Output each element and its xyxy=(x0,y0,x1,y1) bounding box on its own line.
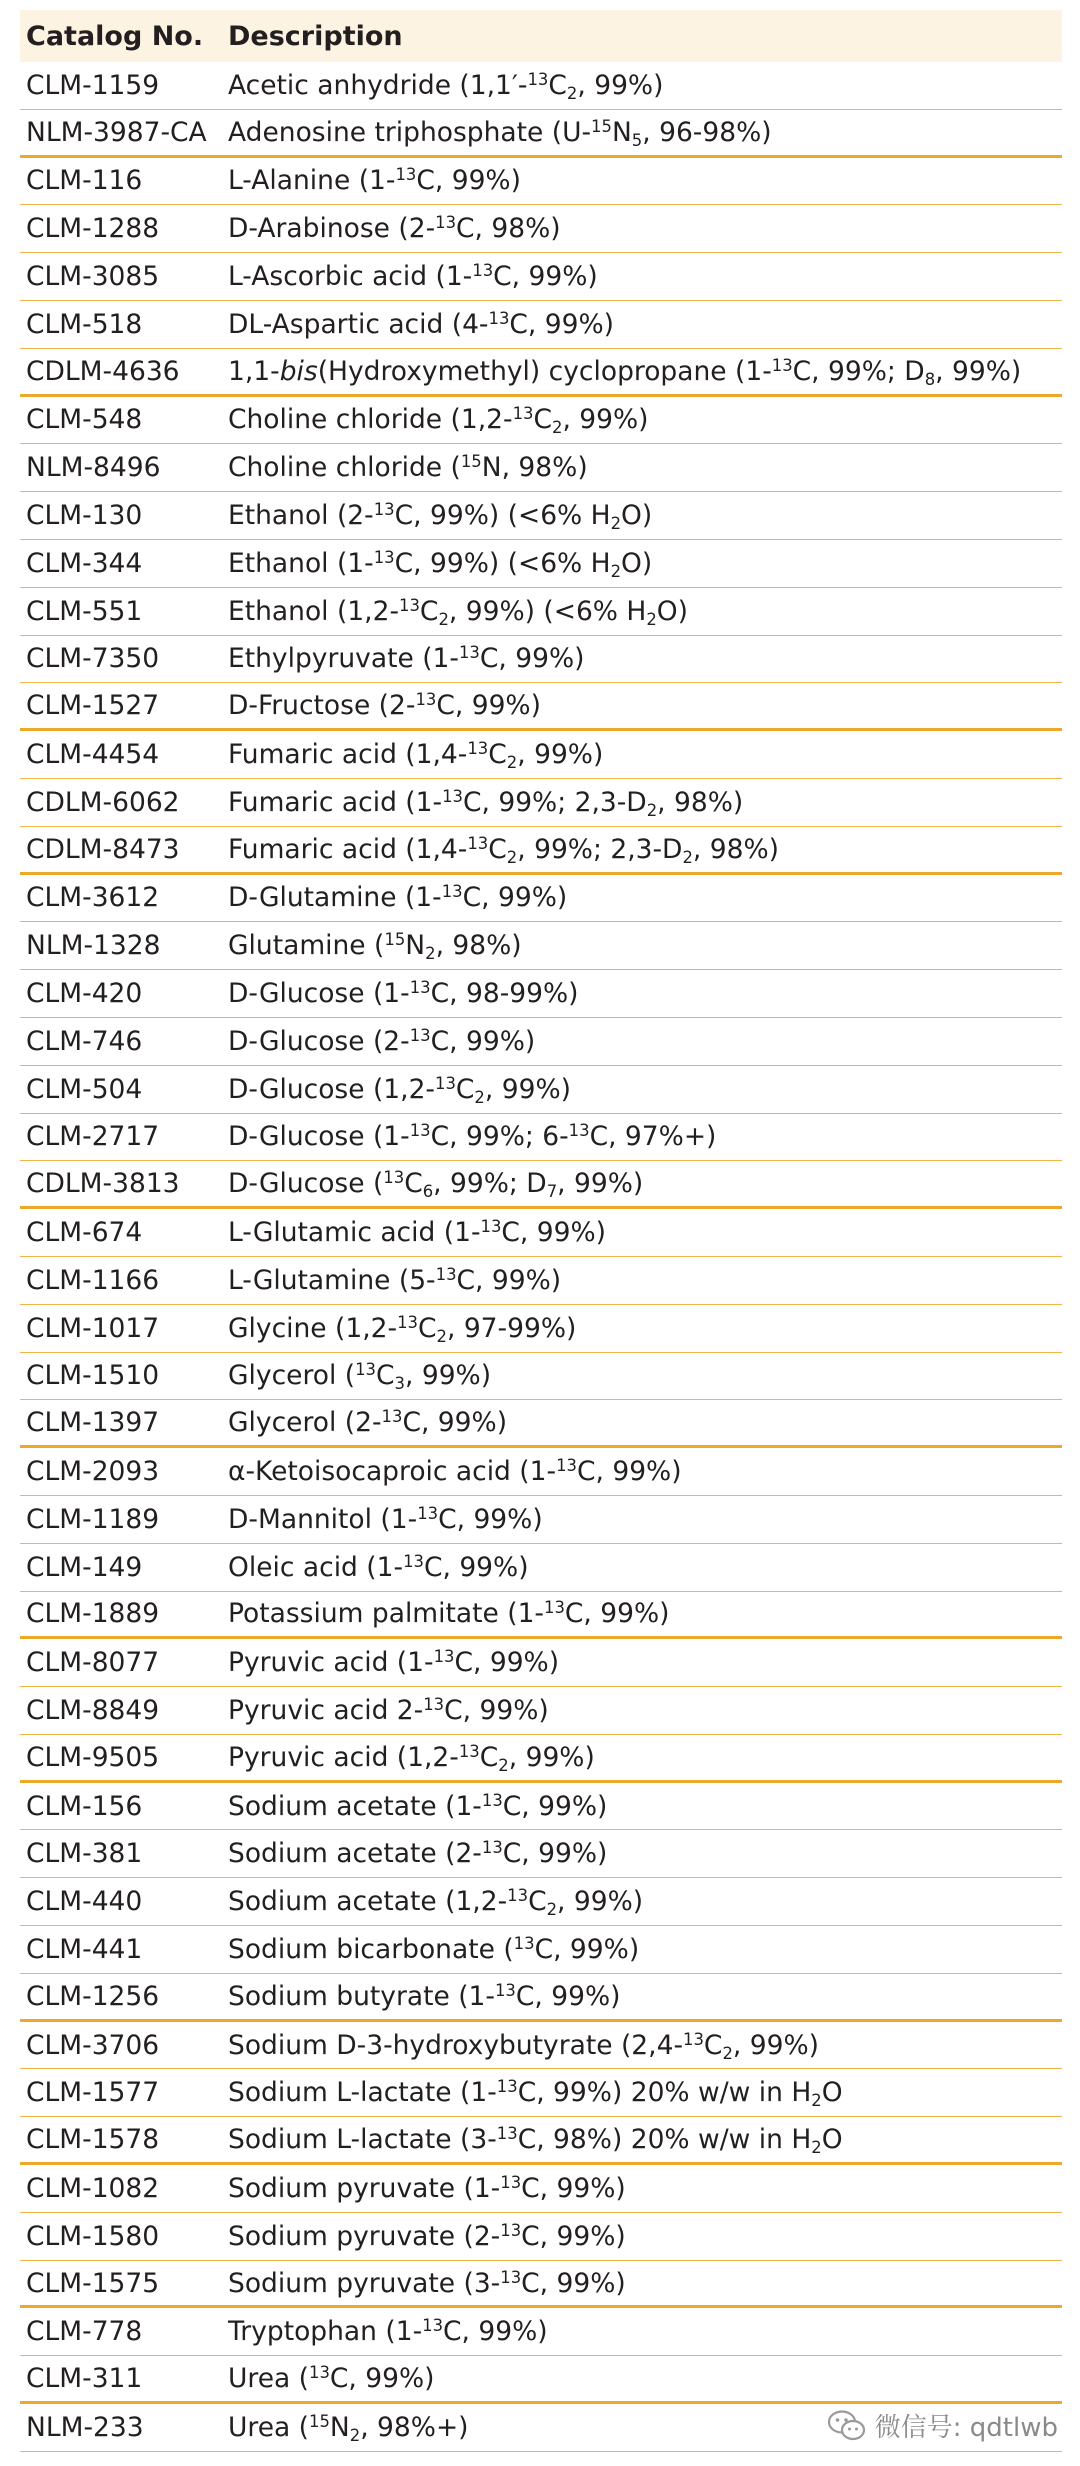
catalog-number: CLM-4454 xyxy=(26,739,160,771)
catalog-number: CLM-504 xyxy=(26,1073,143,1105)
catalog-number: CLM-420 xyxy=(26,978,143,1010)
description: Fumaric acid ($1,4-^{13}C_2$, 99%; $2,3-D_2$, 98%) xyxy=(228,833,779,867)
description: Sodium acetate (2-$^{13}$C, 99%) xyxy=(228,1838,608,1870)
table-row xyxy=(20,1687,1062,1735)
catalog-number: CLM-381 xyxy=(26,1838,143,1870)
table-row xyxy=(20,2261,1062,2309)
table-row xyxy=(20,2117,1062,2165)
catalog-number: CLM-3612 xyxy=(26,882,160,914)
description: Ethanol (2-$^{13}$C, 99%) (<6% $H_2O$) xyxy=(228,500,653,533)
table-row xyxy=(20,1114,1062,1162)
wechat-icon xyxy=(827,2409,867,2443)
catalog-number: CLM-1189 xyxy=(26,1503,160,1535)
description: Oleic acid (1-$^{13}$C, 99%) xyxy=(228,1551,529,1583)
catalog-number: CLM-548 xyxy=(26,404,143,436)
table-row xyxy=(20,444,1062,492)
description: L-Ascorbic acid (1-$^{13}$C, 99%) xyxy=(228,261,598,293)
table-row xyxy=(20,731,1062,779)
catalog-number: CLM-1577 xyxy=(26,2077,160,2109)
catalog-number: CLM-1166 xyxy=(26,1264,160,1296)
description: Glycine ($1,2-^{13}C_2$, 97-99%) xyxy=(228,1312,577,1346)
description: D-Glucose (1-$^{13}$C, 98-99%) xyxy=(228,978,579,1010)
description: Adenosine triphosphate ($U-^{15}N_5$, 96-98%) xyxy=(228,116,772,150)
catalog-number: CLM-1397 xyxy=(26,1407,160,1439)
catalog-number: CDLM-6062 xyxy=(26,786,180,818)
catalog-number: CLM-1082 xyxy=(26,2172,160,2204)
catalog-number: CLM-746 xyxy=(26,1025,143,1057)
table-row xyxy=(20,397,1062,445)
table-row xyxy=(20,1974,1062,2022)
table-row xyxy=(20,1639,1062,1687)
table-row xyxy=(20,779,1062,827)
description: Choline chloride ($^{15}$N, 98%) xyxy=(228,452,588,484)
description: 1,1-bis(Hydroxymethyl) cyclopropane (1-$^{13}$C, 99%; $D_8$, 99%) xyxy=(228,355,1022,389)
table-body xyxy=(20,62,1062,2452)
catalog-number: NLM-233 xyxy=(26,2411,144,2443)
catalog-number: CLM-3706 xyxy=(26,2029,160,2061)
table-row xyxy=(20,1161,1062,1209)
description: Sodium pyruvate (1-$^{13}$C, 99%) xyxy=(228,2172,626,2204)
watermark-text: 微信号: qdtlwb xyxy=(874,2413,1058,2443)
table-row xyxy=(20,1353,1062,1401)
description: Sodium bicarbonate ($^{13}$C, 99%) xyxy=(228,1933,640,1965)
table-row xyxy=(20,1257,1062,1305)
catalog-number: CLM-551 xyxy=(26,595,143,627)
description: D-Glucose ($^{13}C_6$, 99%; $D_7$, 99%) xyxy=(228,1168,644,1202)
table-row xyxy=(20,158,1062,206)
catalog-number: CLM-1017 xyxy=(26,1312,160,1344)
catalog-number: NLM-1328 xyxy=(26,930,161,962)
description: Fumaric acid (1-$^{13}$C, 99%; $2,3-D_2$, 98%) xyxy=(228,786,744,820)
description: Sodium pyruvate (2-$^{13}$C, 99%) xyxy=(228,2220,626,2252)
description: Sodium butyrate (1-$^{13}$C, 99%) xyxy=(228,1980,621,2012)
table-row xyxy=(20,2069,1062,2117)
catalog-number: CDLM-8473 xyxy=(26,833,180,865)
table-row xyxy=(20,922,1062,970)
table-row xyxy=(20,62,1062,110)
catalog-number: CLM-674 xyxy=(26,1217,143,1249)
catalog-number: CLM-8077 xyxy=(26,1647,160,1679)
description: Urea ($^{15}N_2$, 98%+) xyxy=(228,2411,469,2445)
catalog-number: CLM-1580 xyxy=(26,2220,160,2252)
catalog-number: CLM-344 xyxy=(26,547,143,579)
description: L-Glutamic acid (1-$^{13}$C, 99%) xyxy=(228,1216,607,1249)
catalog-number: CLM-1527 xyxy=(26,690,160,722)
table-row xyxy=(20,1018,1062,1066)
catalog-number: CLM-1578 xyxy=(26,2124,160,2156)
catalog-number: CLM-116 xyxy=(26,165,143,197)
description: Fumaric acid ($1,4-^{13}C_2$, 99%) xyxy=(228,739,604,772)
catalog-number: CDLM-3813 xyxy=(26,1168,180,1200)
wechat-watermark xyxy=(827,2407,1058,2444)
description: Sodium acetate (1-$^{13}$C, 99%) xyxy=(228,1790,608,1822)
description: Tryptophan (1-$^{13}$C, 99%) xyxy=(228,2316,548,2348)
description: Pyruvic acid ($1,2-^{13}C_2$, 99%) xyxy=(228,1741,595,1775)
table-row xyxy=(20,1735,1062,1783)
description: L-Glutamine (5-$^{13}$C, 99%) xyxy=(228,1264,562,1296)
description: Sodium acetate ($1,2-^{13}C_2$, 99%) xyxy=(228,1886,644,1920)
catalog-number: CLM-9505 xyxy=(26,1741,160,1773)
table-row xyxy=(20,1544,1062,1592)
table-row xyxy=(20,1209,1062,1257)
description: Glycerol (2-$^{13}$C, 99%) xyxy=(228,1407,508,1439)
catalog-number: CLM-2093 xyxy=(26,1456,160,1487)
catalog-number: NLM-3987-CA xyxy=(26,116,207,148)
description: Sodium L-lactate (1-$^{13}$C, 99%) 20% w/w in $H_2O$ xyxy=(228,2077,843,2111)
catalog-number: NLM-8496 xyxy=(26,452,161,484)
table-row xyxy=(20,2213,1062,2261)
catalog-number: CLM-441 xyxy=(26,1933,143,1965)
description: Pyruvic acid (1-$^{13}$C, 99%) xyxy=(228,1647,560,1679)
catalog-number: CDLM-4636 xyxy=(26,355,180,387)
table-row xyxy=(20,1926,1062,1974)
table-row xyxy=(20,1878,1062,1926)
catalog-number: CLM-440 xyxy=(26,1886,143,1918)
table-row xyxy=(20,1400,1062,1448)
description: D-Glutamine (1-$^{13}$C, 99%) xyxy=(228,882,568,914)
table-row xyxy=(20,970,1062,1018)
description: L-Alanine (1-$^{13}$C, 99%) xyxy=(228,165,521,197)
catalog-number: CLM-156 xyxy=(26,1790,143,1822)
table-row xyxy=(20,349,1062,397)
description: Potassium palmitate (1-$^{13}$C, 99%) xyxy=(228,1598,670,1630)
table-row xyxy=(20,875,1062,923)
catalog-number: CLM-149 xyxy=(26,1551,143,1583)
description: D-Arabinose (2-$^{13}$C, 98%) xyxy=(228,213,561,245)
table-row xyxy=(20,540,1062,588)
catalog-number: CLM-1256 xyxy=(26,1980,160,2012)
table-row xyxy=(20,588,1062,636)
table-row xyxy=(20,2356,1062,2404)
description: Acetic anhydride ($1,1'-^{13}C_2$, 99%) xyxy=(228,69,664,103)
table-row xyxy=(20,1496,1062,1544)
catalog-number: CLM-1575 xyxy=(26,2267,160,2299)
catalog-number-header: Catalog No. xyxy=(26,20,204,52)
table-row xyxy=(20,301,1062,349)
description: Urea ($^{13}$C, 99%) xyxy=(228,2363,435,2395)
table-row xyxy=(20,1066,1062,1114)
description: Sodium D-3-hydroxybutyrate ($2,4-^{13}C_2$, 99%) xyxy=(228,2029,819,2063)
catalog-number: CLM-8849 xyxy=(26,1694,160,1726)
table-row xyxy=(20,1448,1062,1496)
table-row xyxy=(20,683,1062,731)
description: Choline chloride ($1,2-^{13}C_2$, 99%) xyxy=(228,404,649,438)
table-row xyxy=(20,110,1062,158)
description: D-Fructose (2-$^{13}$C, 99%) xyxy=(228,690,541,722)
table-row xyxy=(20,253,1062,301)
table-row xyxy=(20,492,1062,540)
table-row xyxy=(20,636,1062,684)
description: Sodium L-lactate (3-$^{13}$C, 98%) 20% w/w in $H_2O$ xyxy=(228,2124,843,2158)
description: Ethanol ($1,2-^{13}C_2$, 99%) (<6% $H_2O$) xyxy=(228,595,688,629)
table-row xyxy=(20,1592,1062,1640)
catalog-number: CLM-7350 xyxy=(26,643,160,675)
description: Sodium pyruvate (3-$^{13}$C, 99%) xyxy=(228,2267,626,2299)
table-row xyxy=(20,1305,1062,1353)
catalog-number: CLM-2717 xyxy=(26,1121,160,1153)
description: Ethanol (1-$^{13}$C, 99%) (<6% $H_2O$) xyxy=(228,547,653,581)
catalog-number: CLM-1288 xyxy=(26,213,160,245)
description: D-Glucose (1-$^{13}$C, 99%; 6-$^{13}$C, 97%+) xyxy=(228,1121,717,1153)
catalog-number: CLM-1889 xyxy=(26,1598,160,1630)
table-row xyxy=(20,1830,1062,1878)
catalog-number: CLM-130 xyxy=(26,500,143,532)
description: D-Mannitol (1-$^{13}$C, 99%) xyxy=(228,1503,543,1535)
description: Pyruvic acid 2-$^{13}$C, 99%) xyxy=(228,1694,549,1726)
catalog-table xyxy=(20,10,1062,2452)
description: DL-Aspartic acid (4-$^{13}$C, 99%) xyxy=(228,308,614,340)
description: Ethylpyruvate (1-$^{13}$C, 99%) xyxy=(228,643,585,675)
description: Glutamine ($^{15}N_2$, 98%) xyxy=(228,930,522,964)
catalog-number: CLM-778 xyxy=(26,2316,143,2348)
catalog-number: CLM-3085 xyxy=(26,261,160,293)
catalog-number: CLM-518 xyxy=(26,308,143,340)
table-row xyxy=(20,827,1062,875)
table-row xyxy=(20,2022,1062,2070)
table-row xyxy=(20,2308,1062,2356)
table-row xyxy=(20,205,1062,253)
catalog-number: CLM-1159 xyxy=(26,69,160,101)
description: D-Glucose ($1,2-^{13}C_2$, 99%) xyxy=(228,1073,571,1107)
catalog-number: CLM-311 xyxy=(26,2363,143,2395)
table-row xyxy=(20,2165,1062,2213)
description: α-Ketoisocaproic acid (1-$^{13}$C, 99%) xyxy=(228,1455,682,1487)
catalog-number: CLM-1510 xyxy=(26,1360,160,1392)
description: Glycerol ($^{13}C_3$, 99%) xyxy=(228,1360,492,1394)
description-header: Description xyxy=(228,20,403,52)
table-row xyxy=(20,1783,1062,1831)
description: D-Glucose (2-$^{13}$C, 99%) xyxy=(228,1025,536,1057)
table-header xyxy=(20,10,1062,62)
